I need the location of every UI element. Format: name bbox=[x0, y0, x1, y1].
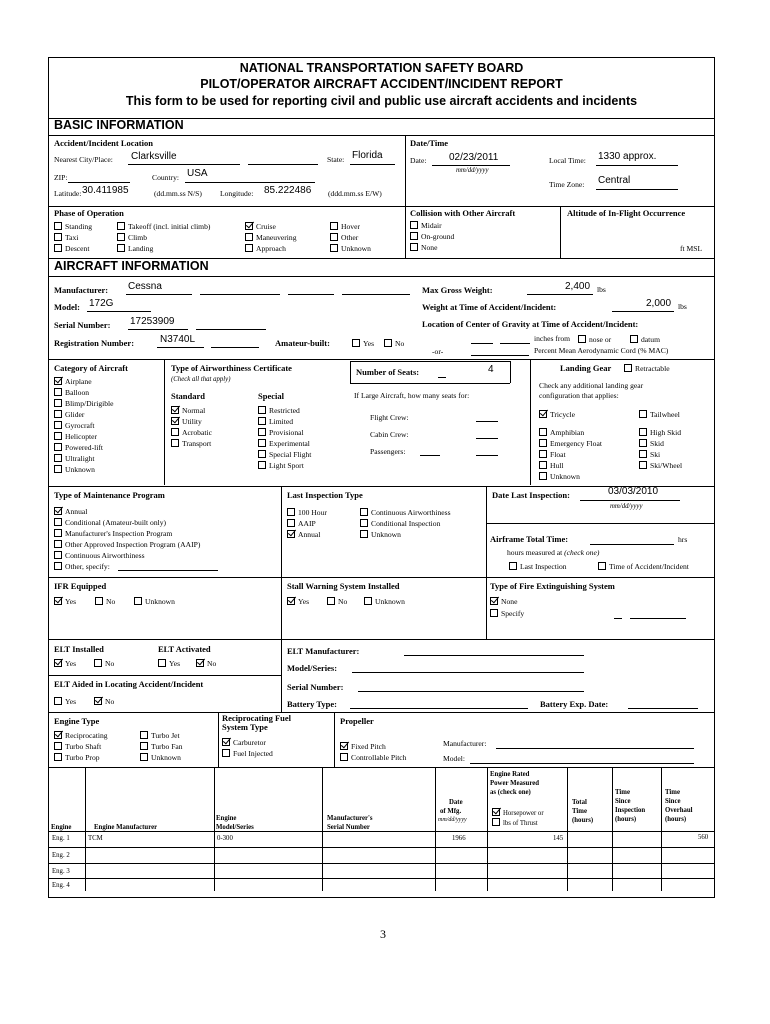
fire-specify[interactable]: Specify bbox=[490, 609, 524, 618]
col-model2: Model/Series bbox=[216, 824, 254, 831]
category-glider[interactable]: Glider bbox=[54, 410, 84, 419]
cert-normal[interactable]: Normal bbox=[171, 406, 205, 415]
time-zone-label: Time Zone: bbox=[549, 180, 585, 189]
elt-serial-label: Serial Number: bbox=[287, 682, 344, 692]
phase-maneuvering[interactable]: Maneuvering bbox=[245, 233, 297, 242]
cert-acrobatic[interactable]: Acrobatic bbox=[171, 428, 212, 437]
date-time-label: Date/Time bbox=[410, 138, 449, 148]
elt-battery-label: Battery Type: bbox=[287, 699, 337, 709]
gear-retractable[interactable]: Retractable bbox=[624, 364, 670, 373]
phase-label: Phase of Operation bbox=[54, 208, 124, 218]
col-total1: Total bbox=[572, 799, 587, 806]
table-row: Eng. 1 bbox=[52, 835, 70, 842]
engine-turbo-fan[interactable]: Turbo Fan bbox=[140, 742, 183, 751]
col-tsi1: Time bbox=[615, 789, 630, 796]
eng1-mfr[interactable]: TCM bbox=[88, 835, 103, 842]
local-time-value[interactable]: 1330 approx. bbox=[598, 151, 657, 162]
last-unknown[interactable]: Unknown bbox=[360, 530, 401, 539]
cert-restricted[interactable]: Restricted bbox=[258, 406, 300, 415]
prop-model-label: Model: bbox=[443, 754, 465, 763]
cert-standard: Standard bbox=[171, 391, 206, 401]
elt-activated-no[interactable]: No bbox=[196, 659, 216, 668]
serial-label: Serial Number: bbox=[54, 320, 111, 330]
manufacturer-value[interactable]: Cessna bbox=[128, 281, 162, 292]
eng1-date[interactable]: 1966 bbox=[452, 835, 466, 842]
category-ultralight[interactable]: Ultralight bbox=[54, 454, 95, 463]
cert-experimental[interactable]: Experimental bbox=[258, 439, 310, 448]
elt-model-label: Model/Series: bbox=[287, 663, 338, 673]
eng1-model[interactable]: 0-300 bbox=[217, 835, 233, 842]
basic-info-heading: BASIC INFORMATION bbox=[54, 118, 184, 132]
eng1-tso[interactable]: 560 bbox=[698, 834, 709, 841]
phase-takeoff[interactable]: Takeoff (incl. initial climb) bbox=[117, 222, 210, 231]
amateur-built-label: Amateur-built: bbox=[275, 338, 330, 348]
maint-annual[interactable]: Annual bbox=[54, 507, 87, 516]
col-power3: as (check one) bbox=[490, 789, 531, 796]
divider bbox=[48, 135, 715, 136]
elt-activated-yes[interactable]: Yes bbox=[158, 659, 180, 668]
gear-note1: Check any additional landing gear bbox=[539, 381, 644, 390]
col-tso2: Since bbox=[665, 798, 681, 805]
maint-other[interactable]: Other, specify: bbox=[54, 562, 110, 571]
date-last-inspection-value[interactable]: 03/03/2010 bbox=[608, 486, 659, 497]
stall-unknown[interactable]: Unknown bbox=[364, 597, 405, 606]
cg-datum[interactable]: datum bbox=[630, 335, 660, 344]
weight-label: Weight at Time of Accident/Incident: bbox=[422, 302, 557, 312]
last-continuous[interactable]: Continuous Airworthiness bbox=[360, 508, 451, 517]
maintenance-label: Type of Maintenance Program bbox=[54, 490, 165, 500]
col-tsi4: (hours) bbox=[615, 816, 637, 823]
col-tsi2: Since bbox=[615, 798, 631, 805]
elt-installed-label: ELT Installed bbox=[54, 644, 104, 654]
elt-aided-label: ELT Aided in Locating Accident/Incident bbox=[54, 679, 204, 689]
gear-note2: configuration that applies: bbox=[539, 391, 619, 400]
stall-warning-label: Stall Warning System Installed bbox=[287, 581, 400, 591]
gear-float[interactable]: Float bbox=[539, 450, 566, 459]
stall-no[interactable]: No bbox=[327, 597, 347, 606]
phase-descent[interactable]: Descent bbox=[54, 244, 89, 253]
gear-emergency-float[interactable]: Emergency Float bbox=[539, 439, 602, 448]
battery-exp-label: Battery Exp. Date: bbox=[540, 699, 609, 709]
passengers-label: Passengers: bbox=[370, 447, 406, 456]
col-model1: Engine bbox=[216, 815, 237, 822]
elt-activated-label: ELT Activated bbox=[158, 644, 211, 654]
country-value[interactable]: USA bbox=[187, 168, 208, 179]
longitude-value[interactable]: 85.222486 bbox=[264, 185, 312, 196]
lat-format: (dd.mm.ss N/S) bbox=[154, 189, 202, 198]
registration-label: Registration Number: bbox=[54, 338, 135, 348]
cert-utility[interactable]: Utility bbox=[171, 417, 202, 426]
model-value[interactable]: 172G bbox=[89, 298, 114, 309]
fuel-carburetor[interactable]: Carburetor bbox=[222, 738, 266, 747]
col-serial1: Manufacturer's bbox=[327, 815, 373, 822]
category-blimp[interactable]: Blimp/Dirigible bbox=[54, 399, 114, 408]
amateur-yes[interactable]: Yes bbox=[352, 339, 374, 348]
cg-inches-label: inches from bbox=[534, 334, 571, 343]
elt-aided-yes[interactable]: Yes bbox=[54, 697, 76, 706]
measured-time-of-accident[interactable]: Time of Accident/Incident bbox=[598, 562, 689, 571]
col-engine-mfr: Engine Manufacturer bbox=[94, 824, 158, 831]
fire-none[interactable]: None bbox=[490, 597, 517, 606]
maint-manufacturer[interactable]: Manufacturer's Inspection Program bbox=[54, 529, 172, 538]
max-gross-weight-value[interactable]: 2,400 bbox=[565, 281, 591, 292]
fire-ext-label: Type of Fire Extinguishing System bbox=[490, 581, 615, 591]
eng1-power[interactable]: 145 bbox=[553, 835, 564, 842]
max-gross-weight-label: Max Gross Weight: bbox=[422, 285, 493, 295]
page-number: 3 bbox=[380, 927, 386, 941]
hours-measured: hours measured at (check one) bbox=[507, 548, 600, 557]
engine-turbo-jet[interactable]: Turbo Jet bbox=[140, 731, 180, 740]
table-row: Eng. 4 bbox=[52, 882, 70, 889]
elt-aided-no[interactable]: No bbox=[94, 697, 114, 706]
seats-label: Number of Seats: bbox=[356, 367, 420, 377]
time-zone-value[interactable]: Central bbox=[598, 175, 631, 186]
date-label: Date: bbox=[410, 156, 427, 165]
phase-other[interactable]: Other bbox=[330, 233, 358, 242]
col-date1: Date bbox=[449, 799, 463, 806]
local-time-label: Local Time: bbox=[549, 156, 586, 165]
cg-nose[interactable]: nose or bbox=[578, 335, 611, 344]
collision-none[interactable]: None bbox=[410, 243, 437, 252]
agency-title: NATIONAL TRANSPORTATION SAFETY BOARD bbox=[239, 61, 524, 75]
category-helicopter[interactable]: Helicopter bbox=[54, 432, 97, 441]
maint-continuous[interactable]: Continuous Airworthiness bbox=[54, 551, 145, 560]
col-date2: of Mfg. bbox=[440, 808, 462, 815]
cg-label: Location of Center of Gravity at Time of Accident/Incident: bbox=[422, 319, 639, 329]
gear-ski[interactable]: Ski bbox=[639, 450, 660, 459]
collision-label: Collision with Other Aircraft bbox=[410, 208, 516, 218]
phase-unknown[interactable]: Unknown bbox=[330, 244, 371, 253]
maint-conditional[interactable]: Conditional (Amateur-built only) bbox=[54, 518, 166, 527]
gear-amphibian[interactable]: Amphibian bbox=[539, 428, 584, 437]
col-total2: Time bbox=[572, 808, 587, 815]
state-label: State: bbox=[327, 155, 345, 164]
cert-provisional[interactable]: Provisional bbox=[258, 428, 304, 437]
cert-special-flight[interactable]: Special Flight bbox=[258, 450, 311, 459]
location-label: Accident/Incident Location bbox=[54, 138, 153, 148]
col-power1: Engine Rated bbox=[490, 771, 530, 778]
inspection-date-format: mm/dd/yyyy bbox=[610, 503, 643, 510]
category-unknown[interactable]: Unknown bbox=[54, 465, 95, 474]
power-horsepower[interactable]: Horsepower or bbox=[492, 808, 544, 817]
latitude-label: Latitude: bbox=[54, 189, 82, 198]
fuel-system-label: Reciprocating Fuel System Type bbox=[222, 713, 292, 732]
model-label: Model: bbox=[54, 302, 80, 312]
state-value[interactable]: Florida bbox=[352, 150, 383, 161]
altitude-label: Altitude of In-Flight Occurrence bbox=[567, 208, 686, 218]
col-tso4: (hours) bbox=[665, 816, 687, 823]
date-value[interactable]: 02/23/2011 bbox=[449, 152, 499, 163]
registration-value[interactable]: N3740L bbox=[160, 334, 196, 345]
gear-skid[interactable]: Skid bbox=[639, 439, 664, 448]
country-label: Country: bbox=[152, 173, 180, 182]
gear-tricycle[interactable]: Tricycle bbox=[539, 410, 575, 419]
flight-crew-label: Flight Crew: bbox=[370, 413, 409, 422]
gear-tailwheel[interactable]: Tailwheel bbox=[639, 410, 680, 419]
collision-midair[interactable]: Midair bbox=[410, 221, 442, 230]
cg-mac-label: Percent Mean Aerodynamic Cord (% MAC) bbox=[534, 346, 669, 355]
phase-cruise[interactable]: Cruise bbox=[245, 222, 276, 231]
category-balloon[interactable]: Balloon bbox=[54, 388, 89, 397]
col-power2: Power Measured bbox=[490, 780, 540, 787]
mgw-unit: lbs bbox=[597, 285, 606, 294]
collision-on-ground[interactable]: On-ground bbox=[410, 232, 454, 241]
phase-taxi[interactable]: Taxi bbox=[54, 233, 78, 242]
lon-format: (ddd.mm.ss E/W) bbox=[328, 189, 382, 198]
last-conditional[interactable]: Conditional Inspection bbox=[360, 519, 440, 528]
amateur-no[interactable]: No bbox=[384, 339, 404, 348]
cg-or: -or- bbox=[432, 347, 444, 356]
prop-controllable[interactable]: Controllable Pitch bbox=[340, 753, 406, 762]
category-airplane[interactable]: Airplane bbox=[54, 377, 92, 386]
col-serial2: Serial Number bbox=[327, 824, 370, 831]
aircraft-info-heading: AIRCRAFT INFORMATION bbox=[54, 259, 209, 273]
engine-turbo-shaft[interactable]: Turbo Shaft bbox=[54, 742, 101, 751]
col-tso1: Time bbox=[665, 789, 680, 796]
cert-light-sport[interactable]: Light Sport bbox=[258, 461, 304, 470]
category-powered-lift[interactable]: Powered-lift bbox=[54, 443, 103, 452]
date-last-inspection-label: Date Last Inspection: bbox=[492, 490, 570, 500]
gear-high-skid[interactable]: High Skid bbox=[639, 428, 681, 437]
city-value[interactable]: Clarksville bbox=[131, 151, 177, 162]
zip-label: ZIP: bbox=[54, 173, 68, 182]
cert-label: Type of Airworthiness Certificate bbox=[171, 363, 292, 373]
phase-landing[interactable]: Landing bbox=[117, 244, 153, 253]
elt-installed-no[interactable]: No bbox=[94, 659, 114, 668]
last-100-hour[interactable]: 100 Hour bbox=[287, 508, 327, 517]
ifr-unknown[interactable]: Unknown bbox=[134, 597, 175, 606]
maint-aaip[interactable]: Other Approved Inspection Program (AAIP) bbox=[54, 540, 200, 549]
elt-manufacturer-label: ELT Manufacturer: bbox=[287, 646, 360, 656]
last-annual[interactable]: Annual bbox=[287, 530, 320, 539]
engine-type-label: Engine Type bbox=[54, 716, 100, 726]
city-label: Nearest City/Place: bbox=[54, 155, 113, 164]
engine-reciprocating[interactable]: Reciprocating bbox=[54, 731, 108, 740]
phase-hover[interactable]: Hover bbox=[330, 222, 360, 231]
altitude-unit: ft MSL bbox=[680, 244, 703, 253]
gear-ski-wheel[interactable]: Ski/Wheel bbox=[639, 461, 682, 470]
prop-fixed-pitch[interactable]: Fixed Pitch bbox=[340, 742, 386, 751]
large-aircraft-question: If Large Aircraft, how many seats for: bbox=[354, 391, 470, 400]
table-row: Eng. 3 bbox=[52, 868, 70, 875]
latitude-value[interactable]: 30.411985 bbox=[82, 185, 129, 196]
col-engine: Engine bbox=[51, 824, 72, 831]
engine-unknown[interactable]: Unknown bbox=[140, 753, 181, 762]
engine-turbo-prop[interactable]: Turbo Prop bbox=[54, 753, 100, 762]
ifr-label: IFR Equipped bbox=[54, 581, 107, 591]
col-date3: mm/dd/yyyy bbox=[438, 817, 467, 823]
stall-yes[interactable]: Yes bbox=[287, 597, 309, 606]
power-thrust[interactable]: lbs of Thrust bbox=[492, 818, 538, 827]
cert-transport[interactable]: Transport bbox=[171, 439, 211, 448]
form-subtitle: This form to be used for reporting civil and public use aircraft accidents and incidents bbox=[125, 94, 638, 108]
airframe-time-label: Airframe Total Time: bbox=[490, 534, 569, 544]
seats-value[interactable]: 4 bbox=[488, 364, 494, 375]
cert-limited[interactable]: Limited bbox=[258, 417, 293, 426]
longitude-label: Longitude: bbox=[220, 189, 254, 198]
gear-hull[interactable]: Hull bbox=[539, 461, 564, 470]
cabin-crew-label: Cabin Crew: bbox=[370, 430, 409, 439]
measured-last-inspection[interactable]: Last Inspection bbox=[509, 562, 567, 571]
airframe-hrs: hrs bbox=[678, 535, 688, 544]
ifr-yes[interactable]: Yes bbox=[54, 597, 76, 606]
cert-note: (Check all that apply) bbox=[171, 376, 231, 383]
phase-climb[interactable]: Climb bbox=[117, 233, 147, 242]
propeller-label: Propeller bbox=[340, 716, 374, 726]
fuel-injected[interactable]: Fuel Injected bbox=[222, 749, 273, 758]
serial-value[interactable]: 17253909 bbox=[130, 316, 175, 327]
elt-installed-yes[interactable]: Yes bbox=[54, 659, 76, 668]
col-total3: (hours) bbox=[572, 817, 594, 824]
table-row: Eng. 2 bbox=[52, 852, 70, 859]
category-gyrocraft[interactable]: Gyrocraft bbox=[54, 421, 95, 430]
phase-approach[interactable]: Approach bbox=[245, 244, 286, 253]
gear-unknown[interactable]: Unknown bbox=[539, 472, 580, 481]
prop-manufacturer-label: Manufacturer: bbox=[443, 739, 487, 748]
form-title: PILOT/OPERATOR AIRCRAFT ACCIDENT/INCIDENT REPORT bbox=[200, 77, 563, 91]
col-tsi3: Inspection bbox=[615, 807, 646, 814]
phase-standing[interactable]: Standing bbox=[54, 222, 92, 231]
category-label: Category of Aircraft bbox=[54, 363, 128, 373]
manufacturer-label: Manufacturer: bbox=[54, 285, 109, 295]
last-inspection-label: Last Inspection Type bbox=[287, 490, 363, 500]
weight-value[interactable]: 2,000 bbox=[646, 298, 672, 309]
last-aaip[interactable]: AAIP bbox=[287, 519, 316, 528]
col-tso3: Overhaul bbox=[665, 807, 693, 814]
cert-special: Special bbox=[258, 391, 284, 401]
landing-gear-label: Landing Gear bbox=[560, 363, 612, 373]
ifr-no[interactable]: No bbox=[95, 597, 115, 606]
date-format: mm/dd/yyyy bbox=[456, 167, 489, 174]
weight-unit: lbs bbox=[678, 302, 687, 311]
